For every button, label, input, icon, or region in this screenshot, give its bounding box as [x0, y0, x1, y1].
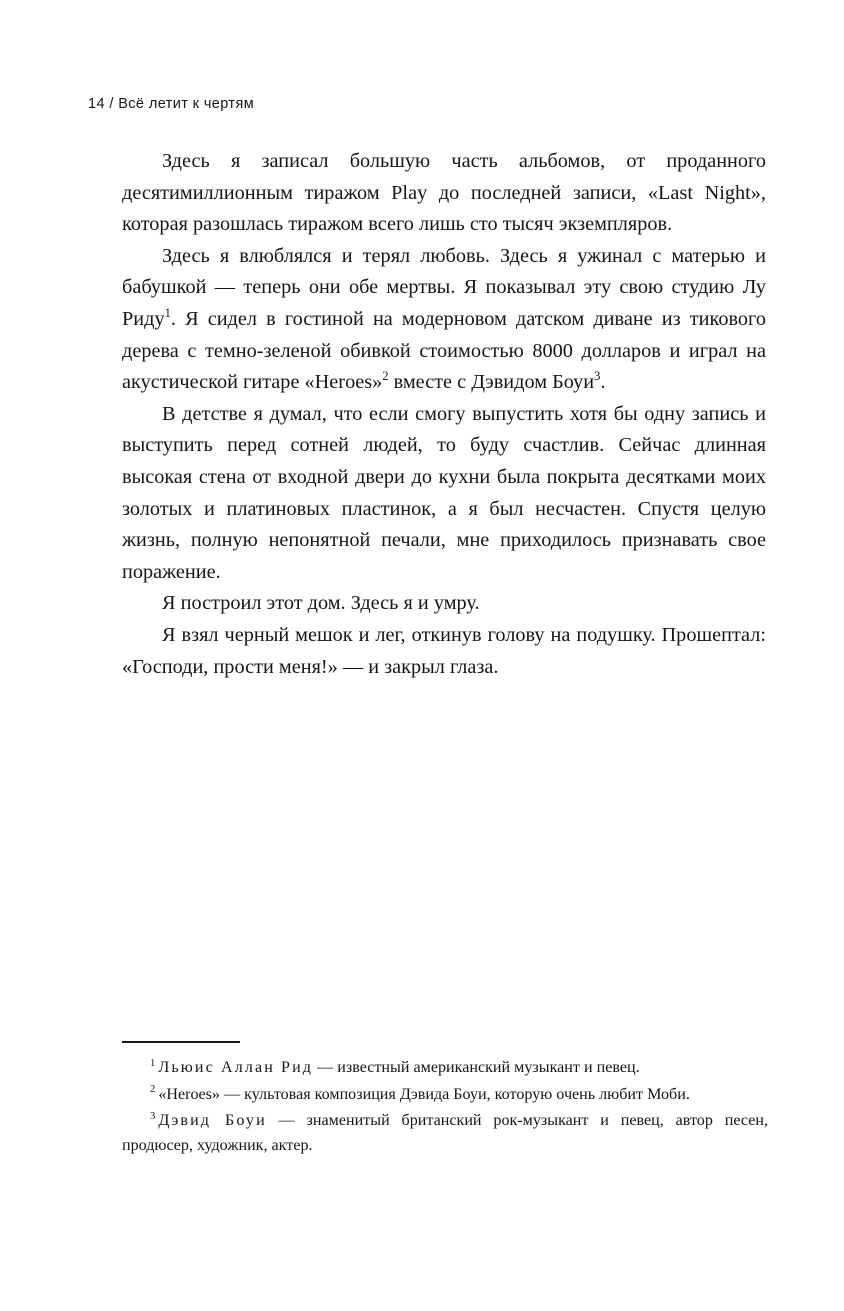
footnote-item	[122, 1056, 768, 1081]
footnote-ref-3[interactable]: 3	[594, 369, 601, 384]
footnote-item	[122, 1109, 768, 1158]
footnote-item	[122, 1083, 768, 1108]
paragraph-5	[122, 620, 766, 683]
paragraph-4	[122, 588, 766, 620]
footnote-marker: 2	[150, 1084, 156, 1096]
footnote-ref-2[interactable]: 2	[382, 369, 389, 384]
footnote-marker: 1	[150, 1057, 156, 1069]
paragraph-2: Здесь я влюблялся и терял любовь. Здесь я ужинал с матерью и бабушкой — теперь они обе мертвы. Я показывал эту свою студию Лу Риду$^1$. Я сидел в гостиной на модерновом датском диване из тикового дерева с темно-зеленой обивкой стоимостью 8000 долларов и играл на акустической гитаре «Heroes»$^2$ вместе с Дэвидом Боуи$^3$.	[122, 244, 766, 394]
running-head: 14 / Всё летит к чертям	[88, 96, 255, 112]
paragraph-text: Я взял черный мешок и лег, откинув голову на подушку. Прошептал: «Господи, прости меня!» — и закрыл глаза.	[122, 623, 766, 678]
body-text	[122, 146, 766, 683]
paragraph-text: Здесь я записал большую часть альбомов, от проданного десятимиллионным тиражом Play до последней записи, «Last Night», которая разошлась тиражом всего лишь сто тысяч экземпляров.	[122, 150, 766, 236]
footnote-text: — знаменитый британский рок-музыкант и певец, автор песен, продюсер, художник, актер.	[122, 1112, 768, 1154]
footnote-list	[122, 1056, 768, 1160]
footnote-subject: «Heroes»	[158, 1085, 220, 1103]
footnote-ref-1[interactable]: 1	[164, 306, 171, 321]
footnote-subject: Дэвид Боуи	[158, 1112, 267, 1130]
paragraph-1	[122, 146, 766, 241]
footnote-subject: Льюис Аллан Рид	[158, 1059, 314, 1076]
paragraph-text: Я построил этот дом. Здесь я и умру.	[162, 592, 480, 615]
footnote-text: — известный американский музыкант и певец.	[313, 1059, 640, 1076]
paragraph-text: В детстве я думал, что если смогу выпустить хотя бы одну запись и выступить перед сотней людей, то буду счастлив. Сейчас длинная высокая стена от входной двери до кухни была покрыта десятками моих золотых и платиновых пластинок, а я был несчастен. Спустя целую жизнь, полную непонятной печали, мне приходилось признавать свое поражение.	[122, 402, 766, 583]
footnote-marker: 3	[150, 1110, 156, 1122]
footnote-separator	[122, 1041, 240, 1043]
paragraph-3	[122, 399, 766, 589]
footnote-text: — культовая композиция Дэвида Боуи, которую очень любит Моби.	[219, 1085, 690, 1103]
